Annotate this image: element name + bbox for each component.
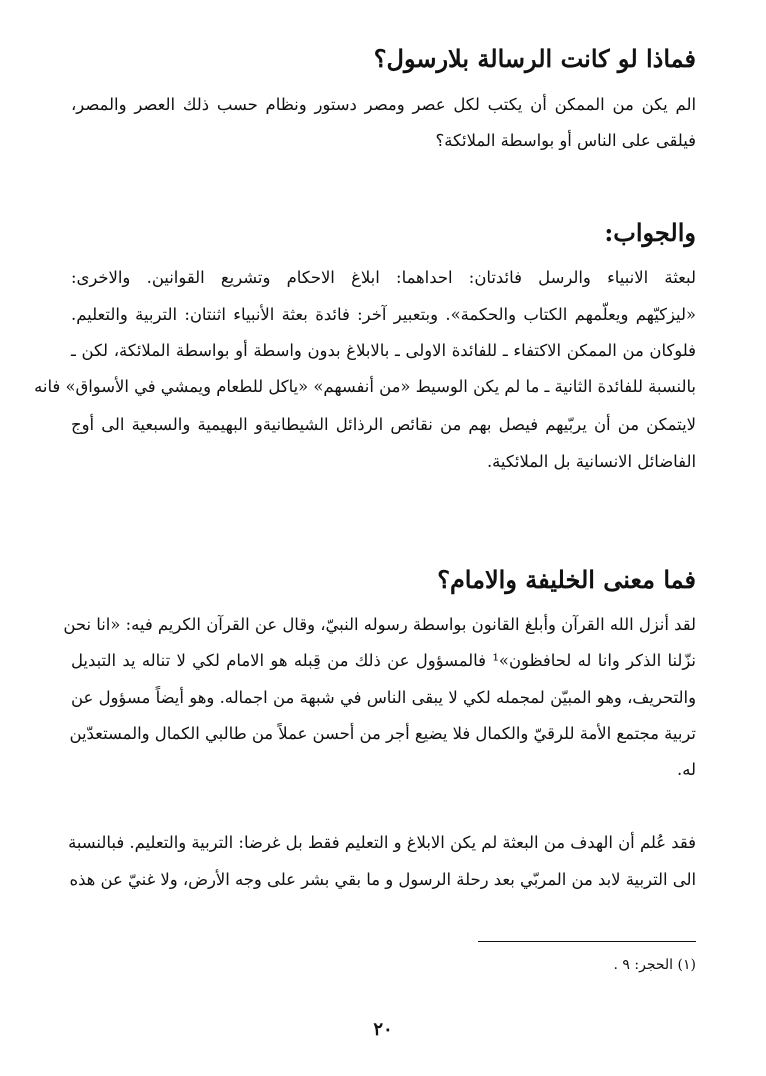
paragraph-line: فلوكان من الممكن الاكتفاء ـ للفائدة الاولى ـ بالابلاغ بدون واسطة أو بواسطة الملائكة، لكن ـ (71, 341, 696, 360)
paragraph-line: نزّلنا الذكر وانا له لحافظون»¹ فالمسؤول عن ذلك من قِبله هو الامام لكي لا تناله يد التبديل (71, 651, 696, 670)
paragraph-line: لقد أنزل الله القرآن وأبلغ القانون بواسطة رسوله النبيّ، وقال عن القرآن الكريم فيه: «انا نحن (63, 615, 696, 634)
paragraph-line: فيلقى على الناس أو بواسطة الملائكة؟ (435, 131, 696, 150)
paragraph-line: بالنسبة للفائدة الثانية ـ ما لم يكن الوسيط «من أنفسهم» «ياكل للطعام ويمشي في الأسواق» فانه (34, 377, 696, 396)
paragraph-line: الم يكن من الممكن أن يكتب لكل عصر ومصر دستور ونظام حسب ذلك العصر والمصر، (71, 95, 696, 114)
paragraph-line: الى التربية لابد من المربّي بعد رحلة الرسول و ما بقي بشر على وجه الأرض، ولا غنيّ عن هذه (69, 870, 696, 889)
paragraph-line: لبعثة الانبياء والرسل فائدتان: احداهما: ابلاغ الاحكام وتشريع القوانين. والاخرى: (71, 268, 696, 287)
section-heading-answer: والجواب: (604, 218, 696, 247)
paragraph-line: والتحريف، وهو المبيّن لمجمله لكي لا يبقى الناس في شبهة من اجماله. وهو أيضاً مسؤول عن (71, 688, 696, 707)
section-heading-caliph-imam: فما معنى الخليفة والامام؟ (437, 565, 696, 594)
paragraph-line: «ليزكيّهم ويعلّمهم الكتاب والحكمة». وبتعبير آخر: فائدة بعثة الأنبياء اثنتان: التربية والتعليم. (71, 305, 696, 324)
footnote-separator (478, 941, 696, 942)
paragraph-line: فقد عُلم أن الهدف من البعثة لم يكن الابلاغ و التعليم فقط بل غرضا: التربية والتعليم. فبالنسبة (68, 833, 696, 852)
paragraph-line: لايتمكن من أن يربّيهم فيصل بهم من نقائص الرذائل الشيطانيةو البهيمية والسبعية الى أوج (71, 415, 696, 434)
section-heading-question-messenger: فماذا لو كانت الرسالة بلارسول؟ (373, 44, 696, 73)
paragraph-line: الفاضائل الانسانية بل الملائكية. (486, 452, 696, 471)
paragraph-line: تربية مجتمع الأمة للرقيّ والكمال فلا يضيع أجر من أحسن عملاً من طالبي الكمال والمستعدّين (69, 724, 696, 743)
footnote: (١) الحجر: ٩ . (613, 957, 696, 973)
paragraph-line: له. (677, 760, 696, 779)
page-number: ٢٠ (373, 1019, 393, 1040)
